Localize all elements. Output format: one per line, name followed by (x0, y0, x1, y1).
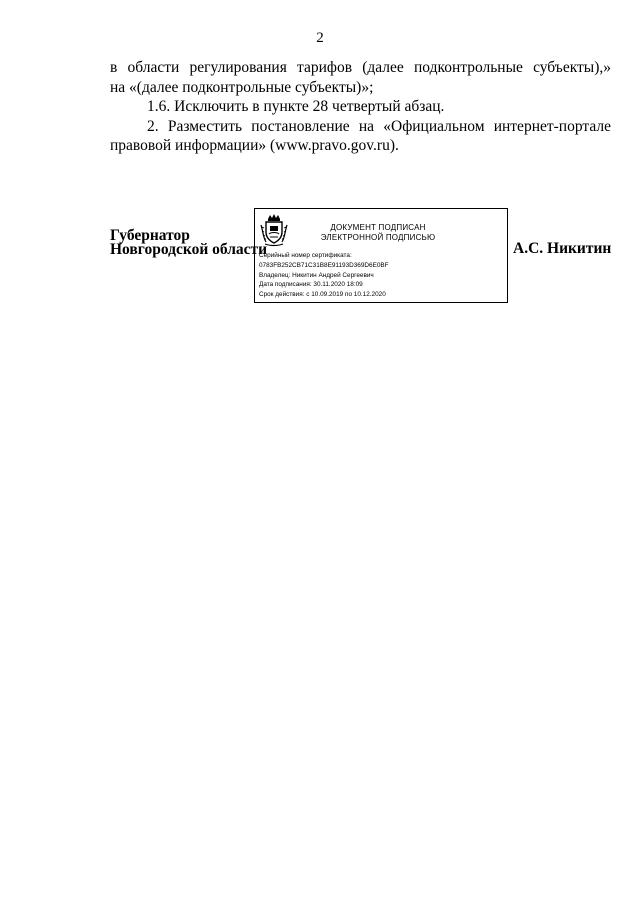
coat-of-arms-icon (259, 213, 289, 247)
document-body (110, 58, 611, 156)
signer-name: А.С. Никитин (513, 240, 612, 257)
stamp-title-line: ЭЛЕКТРОННОЙ ПОДПИСЬЮ (320, 233, 436, 242)
certificate-validity: Срок действия: с 10.09.2019 по 10.12.2020 (259, 291, 386, 299)
paragraph-line: 2. Разместить постановление на «Официальном интернет-портале (147, 117, 611, 135)
page-number: 2 (316, 30, 324, 46)
paragraph-line: правовой информации» (www.pravo.gov.ru). (110, 137, 399, 154)
paragraph-line: в области регулирования тарифов (далее подконтрольные субъекты),» (110, 59, 611, 76)
stamp-title (303, 223, 453, 243)
signing-date: Дата подписания: 30.11.2020 18:09 (259, 281, 363, 289)
paragraph-item-1-6: 1.6. Исключить в пункте 28 четвертый абзац. (147, 98, 445, 115)
certificate-owner: Владелец: Никитин Андрей Сергеевич (259, 271, 374, 279)
signer-position-line: Новгородской области (110, 241, 268, 258)
paragraph-line: на «(далее подконтрольные субъекты)»; (110, 78, 374, 96)
certificate-serial-label: Серийный номер сертификата: (259, 252, 352, 259)
stamp-details (259, 251, 389, 300)
stamp-title-line: ДОКУМЕНТ ПОДПИСАН (330, 223, 426, 232)
paragraph-item-2 (110, 117, 611, 156)
signer-position (110, 229, 267, 257)
electronic-signature-stamp (254, 208, 508, 303)
signer-position-line: Губернатор (110, 227, 190, 244)
paragraph-continuation (110, 58, 611, 97)
certificate-serial-value: 0783FB252CB71C31B8E91193D369D6E0BF (259, 261, 389, 269)
